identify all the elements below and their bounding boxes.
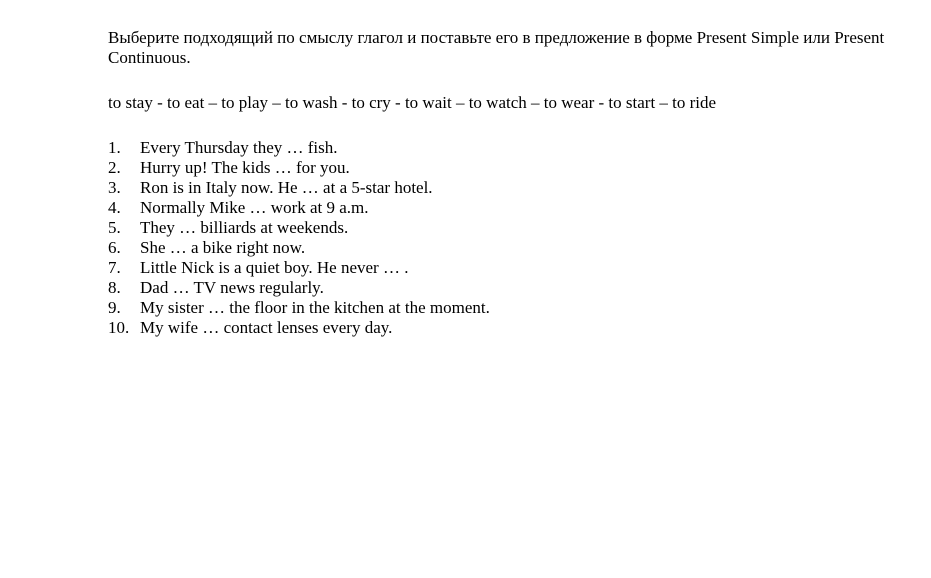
item-text: My wife … contact lenses every day. [140,318,393,337]
item-number: 6. [108,238,121,257]
list-item [108,258,490,278]
item-text: My sister … the floor in the kitchen at the moment. [140,298,490,317]
list-item [108,198,490,218]
task-instruction: Выберите подходящий по смыслу глагол и поставьте его в предложение в форме Present Simple или Present Continuous. [108,28,885,67]
item-number: 3. [108,178,121,197]
item-text: Normally Mike … work at 9 a.m. [140,198,369,217]
item-number: 2. [108,158,121,177]
item-text: Little Nick is a quiet boy. He never … . [140,258,409,277]
list-item [108,218,490,238]
item-number: 8. [108,278,121,297]
item-number: 9. [108,298,121,317]
item-text: They … billiards at weekends. [140,218,349,237]
item-text: Dad … TV news regularly. [140,278,324,297]
list-item [108,238,490,258]
list-item [108,298,490,318]
list-item [108,158,490,178]
item-text: Ron is in Italy now. He … at a 5-star hotel. [140,178,433,197]
item-number: 10. [108,318,130,337]
list-item [108,178,490,198]
item-text: She … a bike right now. [140,238,306,257]
exercise-list [108,138,490,338]
list-item [108,318,490,338]
item-text: Every Thursday they … fish. [140,138,338,157]
list-item [108,138,490,158]
item-number: 7. [108,258,121,277]
item-number: 1. [108,138,121,157]
item-number: 4. [108,198,121,217]
verb-list: to stay - to eat – to play – to wash - to cry - to wait – to watch – to wear - to start – to ride [108,93,717,112]
item-number: 5. [108,218,121,237]
list-item [108,278,490,298]
item-text: Hurry up! The kids … for you. [140,158,350,177]
